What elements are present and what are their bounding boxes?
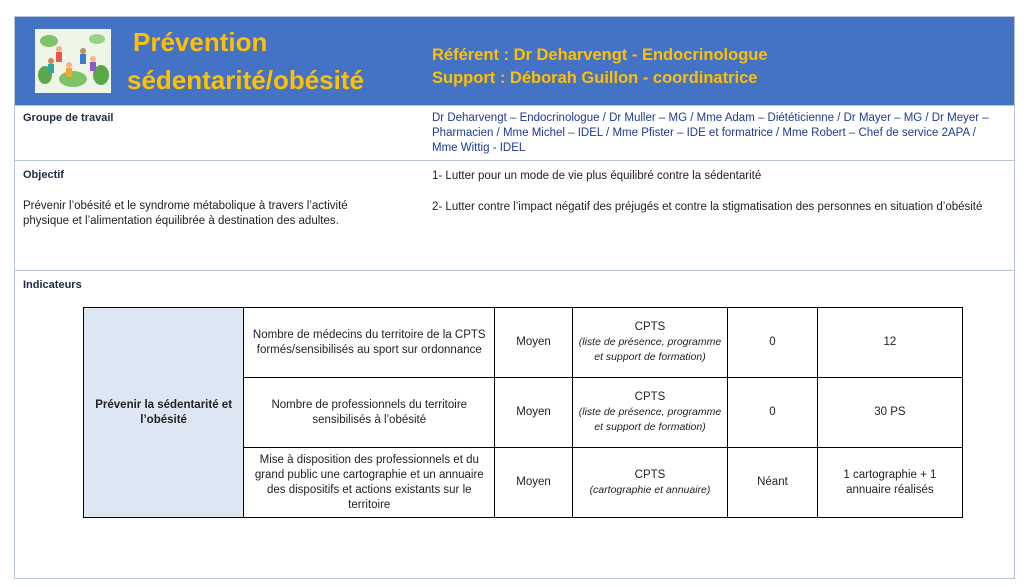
objectif-item-1: 1- Lutter pour un mode de vie plus équilibré contre la sédentarité [432,170,762,182]
referent-text: Référent : Dr Deharvengt - Endocrinologue [432,46,768,64]
indicator-cell: Mise à disposition des professionnels et du grand public une cartographie et un annuaire des dispositifs et actions existants sur le territoire [244,448,495,518]
table-row [84,308,963,378]
section-groupe [15,105,1014,161]
indicateurs-label: Indicateurs [23,279,82,291]
groupe-members: Dr Deharvengt – Endocrinologue / Dr Muller – MG / Mme Adam – Diététicienne / Dr Mayer – MG / Dr Meyer – Pharmacien / Mme Michel – IDEL / Mme Pfister – IDE et formatrice / Mme Robert – Chef de service 2APA / Mme Wittig - IDEL [432,112,989,154]
baseline-cell: 0 [728,378,818,448]
type-cell: Moyen [495,308,573,378]
source-cell [572,308,727,378]
indicator-cell: Nombre de professionnels du territoire sensibilisés à l’obésité [244,378,495,448]
support-text: Support : Déborah Guillon - coordinatrice [432,69,758,87]
source-cell [572,448,727,518]
title-line-2: sédentarité/obésité [127,65,364,95]
objectif-item-2: 2- Lutter contre l’impact négatif des préjugés et contre la stigmatisation des personnes en situation d’obésité [432,201,983,213]
source-name: CPTS [634,468,666,481]
section-objectif [15,160,1014,271]
source-detail: (cartographie et annuaire) [589,483,711,496]
baseline-cell: 0 [728,308,818,378]
page-title [127,23,427,99]
type-cell: Moyen [495,448,573,518]
target-cell: 1 cartographie + 1 annuaire réalisés [817,448,962,518]
objectif-description: Prévenir l’obésité et le syndrome métabolique à travers l’activité physique et l’alimentation équilibrée à destination des adultes. [23,200,348,227]
groupe-label: Groupe de travail [23,112,114,124]
people-activity-illustration [35,29,111,93]
type-cell: Moyen [495,378,573,448]
source-detail: (liste de présence, programme et support de formation) [578,336,722,363]
baseline-cell: Néant [728,448,818,518]
referent-block [432,44,768,90]
title-line-1: Prévention [133,27,268,57]
target-cell: 30 PS [817,378,962,448]
source-detail: (liste de présence, programme et support de formation) [578,406,722,433]
indicators-table [83,307,963,518]
source-name: CPTS [634,321,666,333]
header-banner [15,17,1014,105]
target-cell: 12 [817,308,962,378]
indicator-cell: Nombre de médecins du territoire de la CPTS formés/sensibilisés au sport sur ordonnance [244,308,495,378]
objectif-label: Objectif [23,169,64,181]
source-name: CPTS [634,391,666,403]
axe-cell: Prévenir la sédentarité et l’obésité [84,308,244,518]
source-cell [572,378,727,448]
